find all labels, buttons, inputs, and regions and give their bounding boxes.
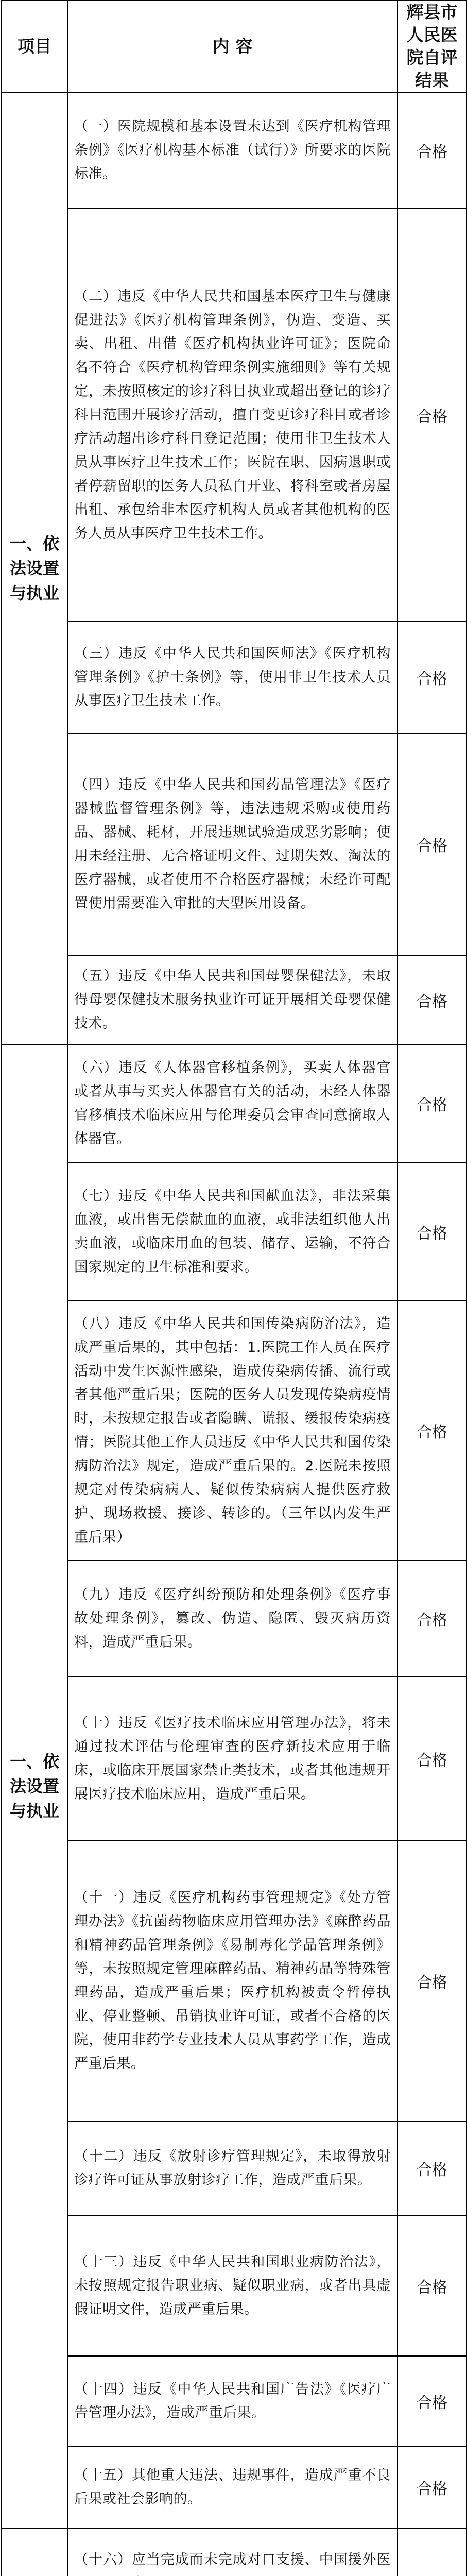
row-content: （四）违反《中华人民共和国药品管理法》《医疗器械监督管理条例》等，违法违规采购或使用药品、器械、耗材，开展违规试验造成恶劣影响；使用未经注册、无合格证明文件、过期失效、淘汰的医疗器械，或者使用不合格医疗器械；未经许可配置使用需要准入审批的大型医用设备。 [67, 733, 397, 956]
row-content: （二）违反《中华人民共和国基本医疗卫生与健康促进法》《医疗机构管理条例》，伪造、变造、买卖、出租、出借《医疗机构执业许可证》；医院命名不符合《医疗机构管理条例实施细则》等有关规定，未按照核定的诊疗科目执业或超出登记的诊疗科目范围开展诊疗活动，擅自变更诊疗科目或者诊疗活动超出诊疗科目登记范围；使用非卫生技术人员从事医疗卫生技术工作；医院在职、因病退职或者停薪留职的医务人员私自开业、将科室或者房屋出租、承包给非本医疗机构人员或者其他机构的医务人员从事医疗卫生技术工作。 [67, 209, 397, 622]
category-cell: 一、依法设置与执业 [2, 92, 67, 1044]
table-row [2, 92, 466, 209]
header-item: 项目 [2, 1, 67, 92]
table-row [2, 1561, 466, 1677]
row-content: （十二）违反《放射诊疗管理规定》，未取得放射诊疗许可证从事放射诊疗工作，造成严重后果。 [67, 2121, 397, 2216]
row-content: （七）违反《中华人民共和国献血法》，非法采集血液，或出售无偿献血的血液，或非法组织他人出卖血液，或临床用血的包装、储存、运输，不符合国家规定的卫生标准和要求。 [67, 1163, 397, 1301]
header-row [2, 1, 466, 92]
row-result: 合格 [397, 92, 466, 209]
table-row [2, 2528, 466, 2576]
table-row [2, 1301, 466, 1561]
row-content: （十四）违反《中华人民共和国广告法》《医疗广告管理办法》，造成严重后果。 [67, 2356, 397, 2447]
category-cell [2, 2528, 67, 2576]
self-assessment-table [1, 0, 467, 2576]
row-result: 合格 [397, 733, 466, 956]
row-content: （八）违反《中华人民共和国传染病防治法》，造成严重后果的，其中包括：1.医院工作人员在医疗活动中发生医源性感染，造成传染病传播、流行或者其他严重后果；医院的医务人员发现传染病疫情时，未按规定报告或者隐瞒、谎报、缓报传染病疫情；医院其他工作人员违反《中华人民共和国传染病防治法》规定，造成严重后果的。2.医院未按照规定对传染病病人、疑似传染病病人提供医疗救护、现场救援、接诊、转诊的。（三年以内发生严重后果） [67, 1301, 397, 1561]
row-result: 合格 [397, 2356, 466, 2447]
row-content: （一）医院规模和基本设置未达到《医疗机构管理条例》《医疗机构基本标准（试行）》所要求的医院标准。 [67, 92, 397, 209]
row-content: （十五）其他重大违法、违规事件，造成严重不良后果或社会影响的。 [67, 2447, 397, 2528]
row-result: 合格 [397, 1301, 466, 1561]
table-row [2, 2356, 466, 2447]
row-result: 合格 [397, 956, 466, 1044]
row-result: 合格 [397, 1841, 466, 2121]
row-result: 合格 [397, 1044, 466, 1163]
row-result: 合格 [397, 622, 466, 733]
row-content: （十六）应当完成而未完成对口支援、中国援外医 [67, 2528, 397, 2576]
row-result: 合格 [397, 209, 466, 622]
table-row [2, 209, 466, 622]
row-content: （五）违反《中华人民共和国母婴保健法》，未取得母婴保健技术服务执业许可证开展相关母婴保健技术。 [67, 956, 397, 1044]
row-result: 合格 [397, 2121, 466, 2216]
row-result: 合格 [397, 1561, 466, 1677]
header-content: 内 容 [67, 1, 397, 92]
table-row [2, 956, 466, 1044]
row-content: （十）违反《医疗技术临床应用管理办法》，将未通过技术评估与伦理审查的医疗新技术应用于临床，或临床开展国家禁止类技术，或者其他违规开展医疗技术临床应用，造成严重后果。 [67, 1677, 397, 1841]
table-row [2, 1841, 466, 2121]
table-row [2, 1163, 466, 1301]
row-result: 合格 [397, 2216, 466, 2356]
row-content: （十一）违反《医疗机构药事管理规定》《处方管理办法》《抗菌药物临床应用管理办法》《麻醉药品和精神药品管理条例》《易制毒化学品管理条例》等，未按照规定管理麻醉药品、精神药品等特殊管理药品，造成严重后果；医疗机构被责令暂停执业、停业整顿、吊销执业许可证，或者不合格的医院，使用非药学专业技术人员从事药学工作，造成严重后果。 [67, 1841, 397, 2121]
row-content: （十三）违反《中华人民共和国职业病防治法》，未按照规定报告职业病、疑似职业病，或者出具虚假证明文件，造成严重后果。 [67, 2216, 397, 2356]
table-row [2, 622, 466, 733]
table-row [2, 733, 466, 956]
row-result: 合格 [397, 1677, 466, 1841]
row-content: （九）违反《医疗纠纷预防和处理条例》《医疗事故处理条例》，篡改、伪造、隐匿、毁灭病历资料，造成严重后果。 [67, 1561, 397, 1677]
row-result: 合格 [397, 1163, 466, 1301]
row-content: （三）违反《中华人民共和国医师法》《医疗机构管理条例》《护士条例》等，使用非卫生技术人员从事医疗卫生技术工作。 [67, 622, 397, 733]
table-row [2, 2447, 466, 2528]
table-row [2, 1677, 466, 1841]
table-row [2, 2121, 466, 2216]
table-row [2, 1044, 466, 1163]
row-result: 合格 [397, 2447, 466, 2528]
category-cell: 一、依法设置与执业 [2, 1044, 67, 2528]
header-result: 辉县市人民医院自评结果 [397, 1, 466, 92]
row-content: （六）违反《人体器官移植条例》，买卖人体器官或者从事与买卖人体器官有关的活动，未经人体器官移植技术临床应用与伦理委员会审查同意摘取人体器官。 [67, 1044, 397, 1163]
table-row [2, 2216, 466, 2356]
row-result [397, 2528, 466, 2576]
